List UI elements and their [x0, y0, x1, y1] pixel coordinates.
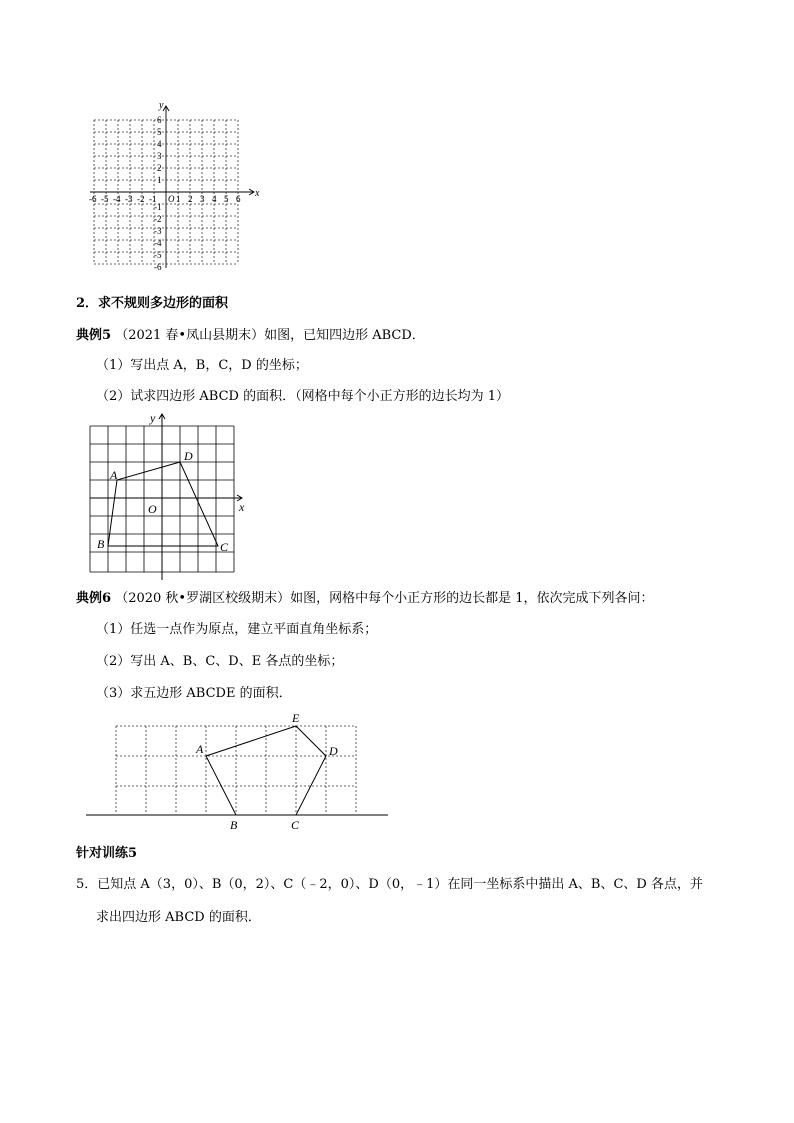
example6-statement [76, 591, 653, 607]
y-tick: -1 [154, 202, 162, 212]
example6-question-2: （2）写出 A、B、C、D、E 各点的坐标； [96, 654, 344, 669]
x-tick: -2 [137, 194, 145, 204]
y-tick: -2 [154, 214, 162, 224]
y-tick: -4 [154, 238, 162, 248]
point-b-label: B [230, 818, 238, 832]
training-title: 针对训练5 [76, 846, 138, 861]
point-d-label: D [329, 744, 338, 758]
y-tick: 3 [157, 151, 162, 161]
y-tick: 6 [157, 115, 162, 125]
x-tick: 2 [188, 194, 193, 204]
x-tick: 1 [176, 194, 181, 204]
x-tick: 3 [200, 194, 205, 204]
example6-text: （2020 秋•罗湖区校级期末）如图，网格中每个小正方形的边长都是 1，依次完成下列各问： [115, 591, 654, 606]
point-b-label: B [97, 537, 105, 551]
point-e-label: E [292, 711, 300, 725]
y-tick: -6 [154, 262, 162, 272]
x-tick: -1 [149, 194, 157, 204]
example6-question-1: （1）任选一点作为原点，建立平面直角坐标系； [96, 622, 378, 637]
problem5-line1: 5．已知点 A（3，0）、B（0，2）、C（﹣2，0）、D（0，﹣1）在同一坐标系中描出 A、B、C、D 各点，并 [76, 877, 703, 892]
example6-label: 典例6 [76, 591, 112, 606]
axis-y-label: y [150, 411, 156, 425]
quadrilateral-abcd-figure [86, 410, 256, 582]
problem5-line2: 求出四边形 ABCD 的面积． [96, 910, 261, 925]
origin-label: O [168, 194, 175, 204]
point-a-label: A [196, 742, 204, 756]
y-tick: 2 [157, 163, 162, 173]
y-tick: -5 [154, 250, 162, 260]
x-tick: -6 [89, 194, 97, 204]
example5-question-2: （2）试求四边形 ABCD 的面积．（网格中每个小正方形的边长均为 1） [96, 389, 509, 404]
example5-statement [76, 328, 425, 344]
example5-question-1: （1）写出点 A，B，C，D 的坐标； [96, 358, 308, 373]
example5-text: （2021 春•凤山县期末）如图，已知四边形 ABCD． [115, 328, 425, 343]
point-c-label: C [291, 818, 300, 832]
x-tick: -3 [125, 194, 133, 204]
x-tick: -4 [113, 194, 121, 204]
coordinate-grid-figure [86, 98, 266, 273]
point-d-label: D [184, 449, 193, 463]
x-tick: 6 [236, 194, 241, 204]
point-a-label: A [110, 468, 118, 482]
x-axis-label: x [255, 188, 260, 199]
origin-label: O [148, 502, 157, 516]
axis-x-label: x [239, 500, 245, 514]
y-tick: 1 [157, 175, 162, 185]
x-tick: 5 [224, 194, 229, 204]
y-tick: 5 [157, 127, 162, 137]
y-tick: -3 [154, 226, 162, 236]
pentagon-abcde-figure [86, 708, 392, 832]
example6-question-3: （3）求五边形 ABCDE 的面积． [96, 686, 292, 701]
section-title: 2．求不规则多边形的面积 [76, 296, 229, 311]
y-tick: 4 [157, 139, 162, 149]
x-tick: 4 [212, 194, 217, 204]
point-c-label: C [220, 540, 229, 554]
y-axis-label: y [159, 100, 164, 111]
x-tick: -5 [101, 194, 109, 204]
example5-label: 典例5 [76, 328, 112, 343]
